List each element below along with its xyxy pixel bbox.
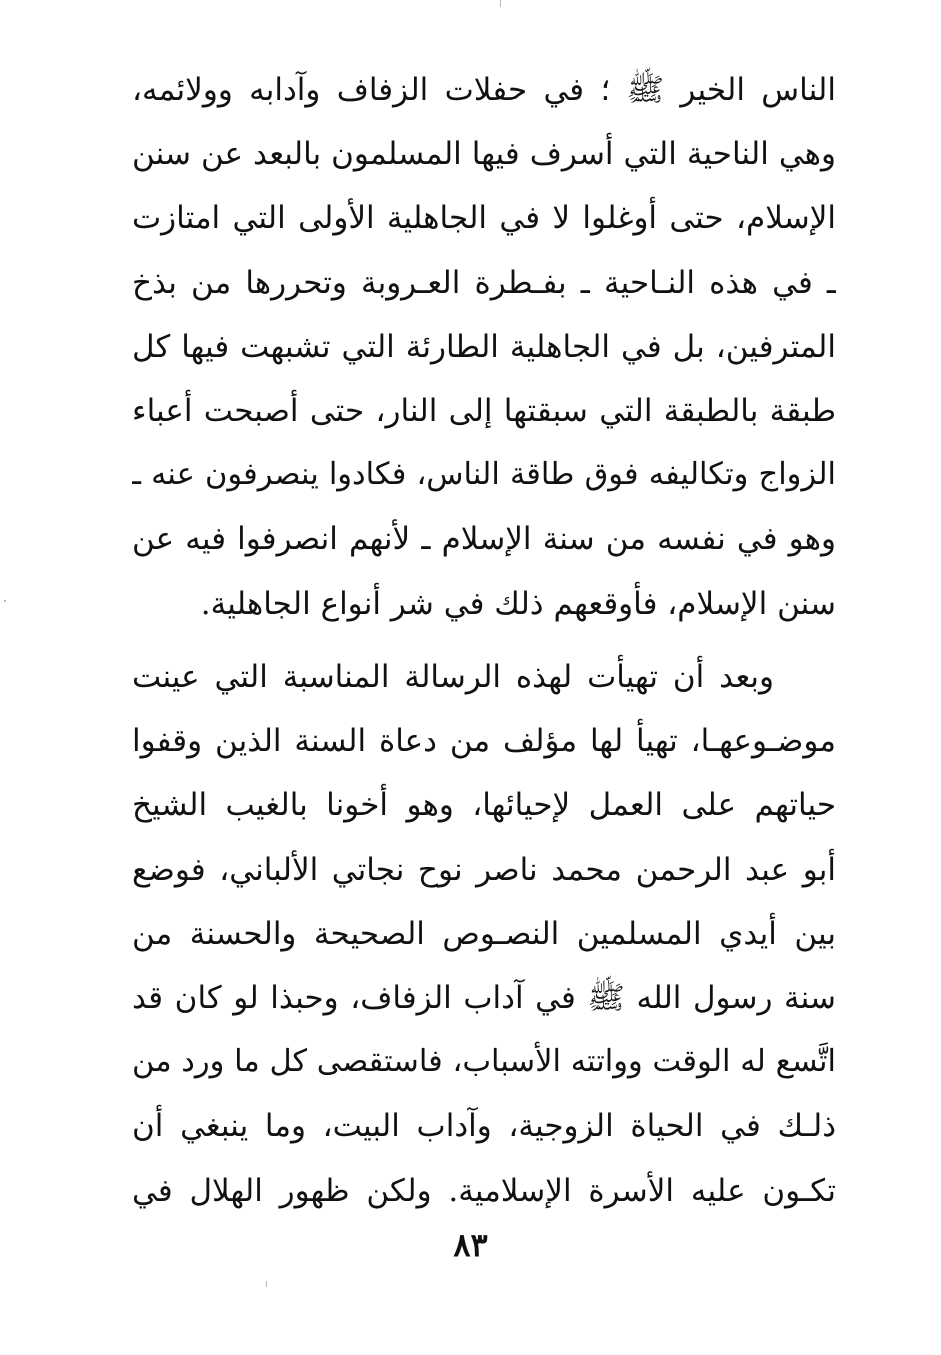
text-line: الإسلام، حتى أوغلوا لا في الجاهلية الأولى التي امتازت [132, 200, 836, 237]
text-line: موضـوعهـا، تهيأ لها مؤلف من دعاة السنة الذين وقفوا [132, 723, 836, 760]
text-line: سنة رسول الله ﷺ في آداب الزفاف، وحبذا لو كان قد [132, 979, 836, 1016]
text-line: وبعد أن تهيأت لهذه الرسالة المناسبة التي عينت [132, 659, 774, 695]
text-line: وهي الناحية التي أسرف فيها المسلمون بالبعد عن سنن [132, 136, 836, 173]
text-line: سنن الإسلام، فأوقعهم ذلك في شر أنواع الجاهلية. [200, 585, 836, 622]
text-line: الناس الخير ﷺ ؛ في حفلات الزفاف وآدابه وولائمه، [132, 72, 836, 108]
text-line: ذلـك في الحياة الزوجية، وآداب البيت، وما ينبغي أن [132, 1108, 836, 1145]
text-line: الزواج وتكاليفه فوق طاقة الناس، فكادوا ينصرفون عنه ـ [132, 457, 836, 493]
text-line: وهو في نفسه من سنة الإسلام ـ لأنهم انصرفوا فيه عن [132, 521, 836, 558]
text-line: حياتهم على العمل لإحيائها، وهو أخونا بالغيب الشيخ [132, 787, 836, 824]
text-line: المترفين، بل في الجاهلية الطارئة التي تشبهت فيها كل [132, 328, 836, 365]
scan-mark-left [4, 600, 6, 602]
text-line: تكـون عليه الأسرة الإسلامية. ولكن ظهور الهلال في [132, 1172, 836, 1209]
text-line: اتَّسع له الوقت وواتته الأسباب، فاستقصى كل ما ورد من [132, 1044, 836, 1080]
text-line: طبقة بالطبقة التي سبقتها إلى النار، حتى أصبحت أعباء [132, 392, 836, 429]
text-line: ـ في هذه النـاحية ـ بفـطرة العـروبة وتحررها من بذخ [132, 264, 836, 301]
scan-mark-top [500, 0, 501, 7]
paragraph-1 [132, 58, 836, 636]
paragraph-2 [132, 645, 836, 1223]
page-number: ٨٣ [453, 1226, 488, 1264]
text-line: أبو عبد الرحمن محمد ناصر نوح نجاتي الألباني، فوضع [132, 851, 836, 888]
scan-mark-bottom [266, 1281, 267, 1287]
text-line: بين أيدي المسلمين النصـوص الصحيحة والحسنة من [132, 915, 836, 952]
